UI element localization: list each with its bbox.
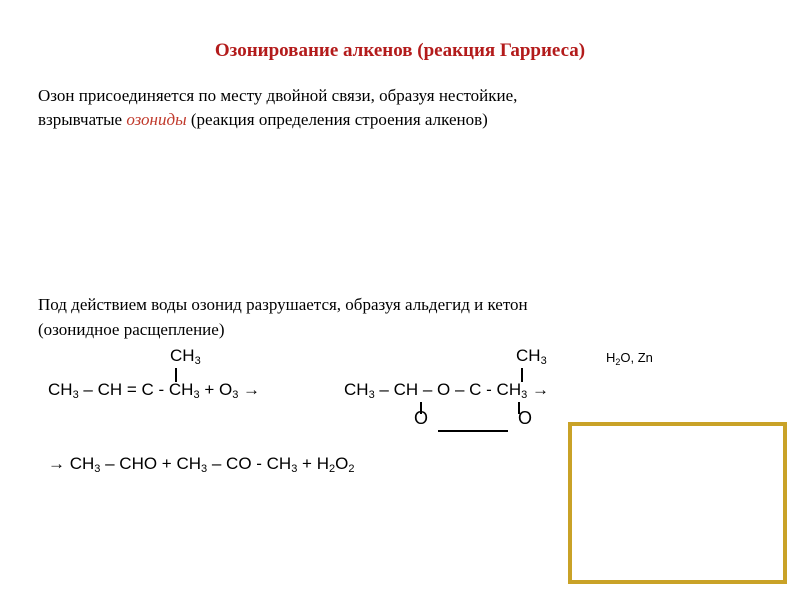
ozonides-term: озониды (126, 110, 187, 129)
products-part-9: 2 (348, 463, 355, 475)
products-part-3: 3 (201, 463, 208, 475)
ring-oxygen-right: O (518, 408, 533, 428)
reactant-part-3: 3 (193, 389, 200, 401)
products-part-2: – CHO + CH (100, 454, 202, 473)
reactant-equation (48, 380, 260, 401)
products-equation (48, 454, 354, 475)
ozonide-part-2: – CH – O – C - CH (374, 380, 522, 399)
page-title: Озонирование алкенов (реакция Гарриеса) (214, 40, 586, 61)
intro-paragraph (38, 84, 517, 132)
products-part-4: – CO - CH (207, 454, 292, 473)
reactant-part-6: → (238, 380, 261, 399)
reaction-conditions: $H_2O$, Zn (606, 350, 653, 367)
ring-oxygen-left: O (414, 408, 429, 428)
empty-frame (568, 422, 787, 584)
reactant-part-0: CH (48, 380, 73, 399)
products-part-8: O (335, 454, 349, 473)
intro-line-2-end: (реакция определения строения алкенов) (186, 110, 488, 129)
cleavage-line-2: (озонидное расщепление) (38, 320, 225, 339)
methyl-substituent-1: $CH_3$ (170, 346, 201, 367)
intro-line-1: Озон присоединяется по месту двойной связи, образуя нестойкие, (38, 86, 518, 105)
products-part-1: 3 (94, 463, 101, 475)
reactant-part-1: 3 (72, 389, 79, 401)
ozonide-equation (344, 380, 549, 401)
ozonide-part-0: CH (344, 380, 369, 399)
ozonide-part-4: → (527, 380, 549, 399)
intro-line-2 (38, 108, 517, 132)
reactant-part-4: + O (199, 380, 233, 399)
products-part-7: 2 (328, 463, 336, 475)
ozonide-part-1: 3 (368, 389, 375, 401)
products-part-5: 3 (291, 463, 298, 475)
products-part-0: → CH (48, 454, 95, 473)
cleavage-line-1: Под действием воды озонид разрушается, образуя альдегид и кетон (38, 295, 528, 314)
intro-line-2-start: взрывчатые (38, 110, 127, 129)
methyl-substituent-2: $CH_3$ (516, 346, 547, 367)
reactant-part-5: 3 (232, 389, 239, 401)
ozonide-part-3: 3 (521, 389, 528, 401)
reactant-part-2: – CH = C - CH (78, 380, 194, 399)
ring-peroxide-line (438, 430, 508, 432)
products-part-6: + H (297, 454, 329, 473)
cleavage-paragraph (38, 292, 528, 342)
